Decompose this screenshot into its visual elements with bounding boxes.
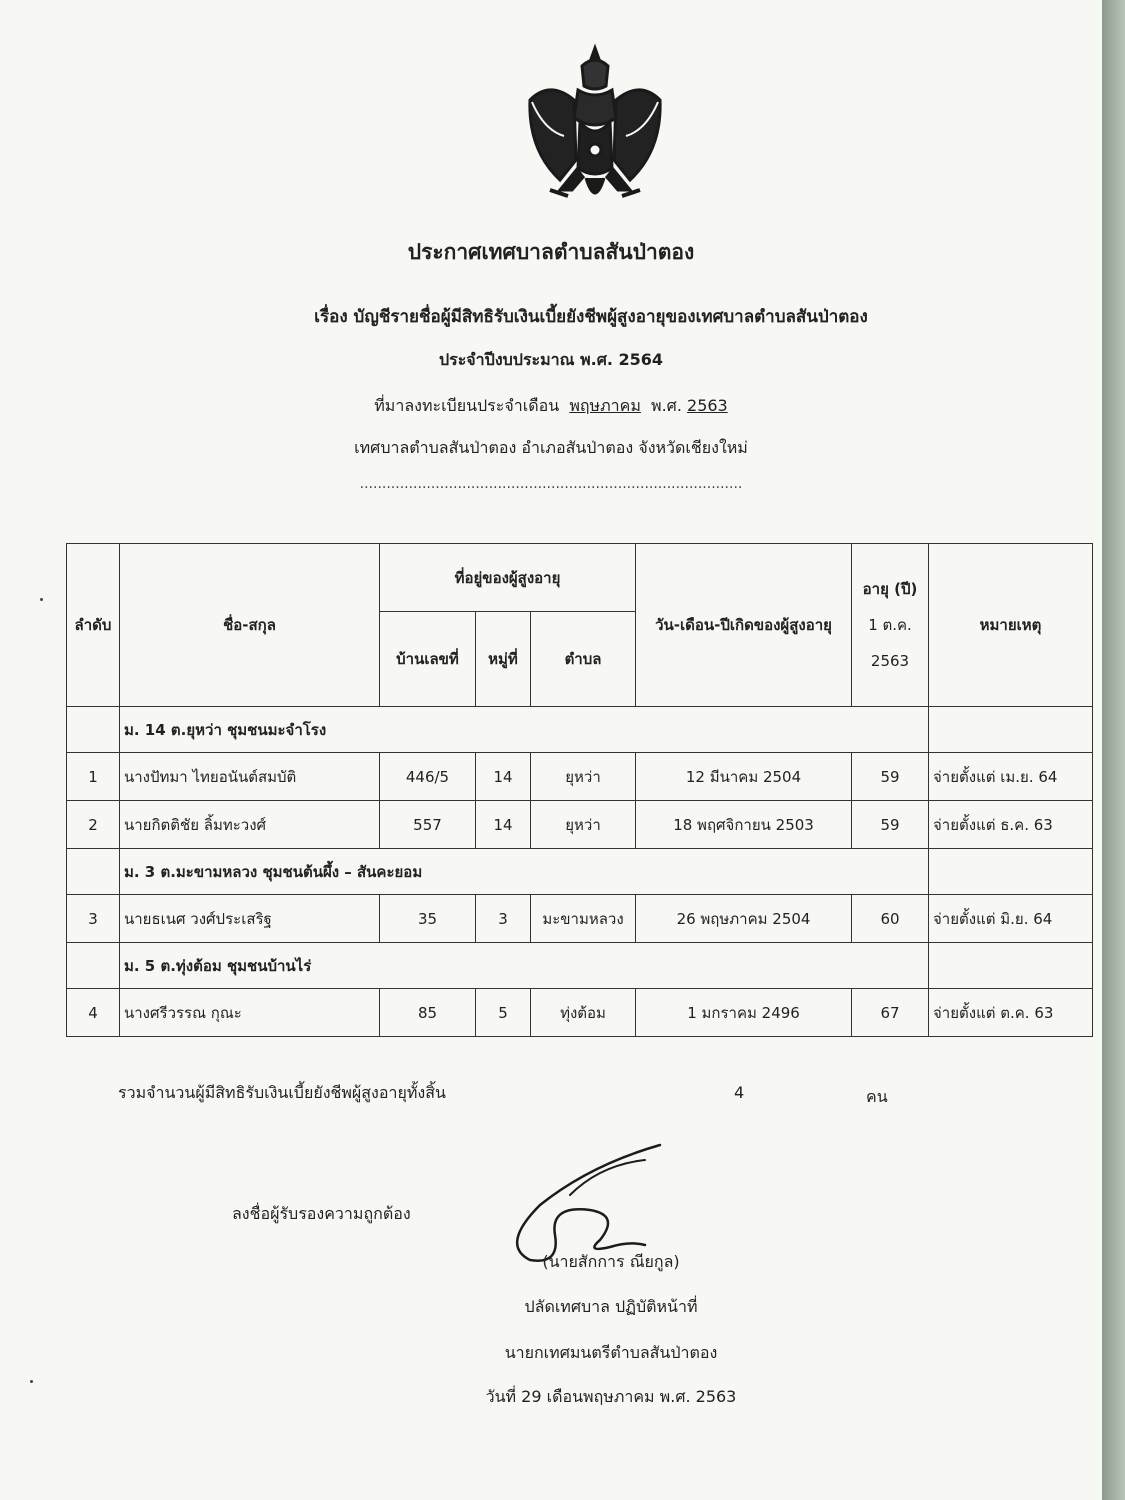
registration-year: 2563	[687, 396, 728, 415]
header-no: ลำดับ	[67, 544, 120, 707]
cell-tambon: ยุหว่า	[531, 753, 636, 801]
cell-name: นางปัทมา ไทยอนันต์สมบัติ	[120, 753, 380, 801]
signature-date: วันที่ 29 เดือนพฤษภาคม พ.ศ. 2563	[485, 1387, 737, 1406]
beneficiary-table	[66, 543, 1093, 1037]
registration-era: พ.ศ.	[651, 396, 682, 415]
registration-month: พฤษภาคม	[569, 396, 641, 415]
cell-remark: จ่ายตั้งแต่ เม.ย. 64	[929, 753, 1093, 801]
cell-age: 59	[852, 801, 929, 849]
cell-house-no: 446/5	[380, 753, 476, 801]
background-edge	[1102, 0, 1125, 1500]
cell-moo: 14	[476, 801, 531, 849]
header-tambon: ตำบล	[531, 612, 636, 707]
header-age-date: 1 ต.ค.	[868, 616, 912, 634]
group-label: ม. 3 ต.มะขามหลวง ชุมชนต้นผึ้ง – สันคะยอม	[120, 849, 929, 895]
header-dob: วัน-เดือน-ปีเกิดของผู้สูงอายุ	[636, 544, 852, 707]
signature-label: ลงชื่อผู้รับรองความถูกต้อง	[232, 1204, 411, 1223]
signer-position-1: ปลัดเทศบาล ปฏิบัติหน้าที่	[524, 1297, 698, 1316]
table-row	[67, 753, 1093, 801]
group-row	[67, 943, 1093, 989]
cell-tambon: ยุหว่า	[531, 801, 636, 849]
cell-moo: 5	[476, 989, 531, 1037]
cell-age: 60	[852, 895, 929, 943]
total-count: 4	[734, 1083, 745, 1102]
cell-tambon: ทุ่งต้อม	[531, 989, 636, 1037]
group-row	[67, 849, 1093, 895]
fiscal-year: ประจำปีงบประมาณ พ.ศ. 2564	[438, 350, 664, 369]
paper-speck	[40, 598, 43, 601]
cell-dob: 1 มกราคม 2496	[636, 989, 852, 1037]
registration-prefix: ที่มาลงทะเบียนประจำเดือน	[374, 396, 560, 415]
group-label: ม. 14 ต.ยุหว่า ชุมชนมะจำโรง	[120, 707, 929, 753]
table-row	[67, 989, 1093, 1037]
group-label: ม. 5 ต.ทุ่งต้อม ชุมชนบ้านไร่	[120, 943, 929, 989]
cell-remark: จ่ายตั้งแต่ ธ.ค. 63	[929, 801, 1093, 849]
header-house-no: บ้านเลขที่	[380, 612, 476, 707]
dotted-separator: ......................................................................................	[359, 476, 743, 492]
cell-no: 2	[67, 801, 120, 849]
cell-age: 59	[852, 753, 929, 801]
header-age	[852, 544, 929, 707]
header-address: ที่อยู่ของผู้สูงอายุ	[380, 544, 636, 612]
cell-remark: จ่ายตั้งแต่ ต.ค. 63	[929, 989, 1093, 1037]
cell-moo: 3	[476, 895, 531, 943]
cell-dob: 12 มีนาคม 2504	[636, 753, 852, 801]
cell-house-no: 35	[380, 895, 476, 943]
total-unit: คน	[866, 1087, 888, 1106]
cell-name: นายธเนศ วงศ์ประเสริฐ	[120, 895, 380, 943]
header-moo: หมู่ที่	[476, 612, 531, 707]
cell-dob: 26 พฤษภาคม 2504	[636, 895, 852, 943]
table-row	[67, 801, 1093, 849]
header-age-year: 2563	[870, 652, 910, 670]
cell-name: นายกิตติชัย ลิ้มทะวงศ์	[120, 801, 380, 849]
garuda-emblem-icon	[520, 40, 670, 210]
cell-tambon: มะขามหลวง	[531, 895, 636, 943]
location-line: เทศบาลตำบลสันป่าตอง อำเภอสันป่าตอง จังหวัดเชียงใหม่	[354, 438, 748, 457]
table-row	[67, 895, 1093, 943]
header-remark: หมายเหตุ	[929, 544, 1093, 707]
group-row	[67, 707, 1093, 753]
cell-no: 4	[67, 989, 120, 1037]
header-age-label: อายุ (ปี)	[862, 580, 918, 598]
cell-dob: 18 พฤศจิกายน 2503	[636, 801, 852, 849]
cell-remark: จ่ายตั้งแต่ มิ.ย. 64	[929, 895, 1093, 943]
announcement-title: ประกาศเทศบาลตำบลสันป่าตอง	[407, 240, 695, 264]
cell-house-no: 557	[380, 801, 476, 849]
registration-line	[0, 394, 1102, 419]
total-label: รวมจำนวนผู้มีสิทธิรับเงินเบี้ยยังชีพผู้สูงอายุทั้งสิ้น	[118, 1083, 446, 1102]
cell-no: 1	[67, 753, 120, 801]
signer-position-2: นายกเทศมนตรีตำบลสันป่าตอง	[504, 1343, 718, 1362]
announcement-subject: เรื่อง บัญชีรายชื่อผู้มีสิทธิรับเงินเบี้ยยังชีพผู้สูงอายุของเทศบาลตำบลสันป่าตอง	[314, 307, 868, 327]
cell-no: 3	[67, 895, 120, 943]
header-name: ชื่อ-สกุล	[120, 544, 380, 707]
paper-speck	[30, 1380, 33, 1383]
cell-age: 67	[852, 989, 929, 1037]
signer-name: (นายสักการ ณียกูล)	[542, 1252, 680, 1271]
cell-house-no: 85	[380, 989, 476, 1037]
cell-name: นางศรีวรรณ กุณะ	[120, 989, 380, 1037]
cell-moo: 14	[476, 753, 531, 801]
